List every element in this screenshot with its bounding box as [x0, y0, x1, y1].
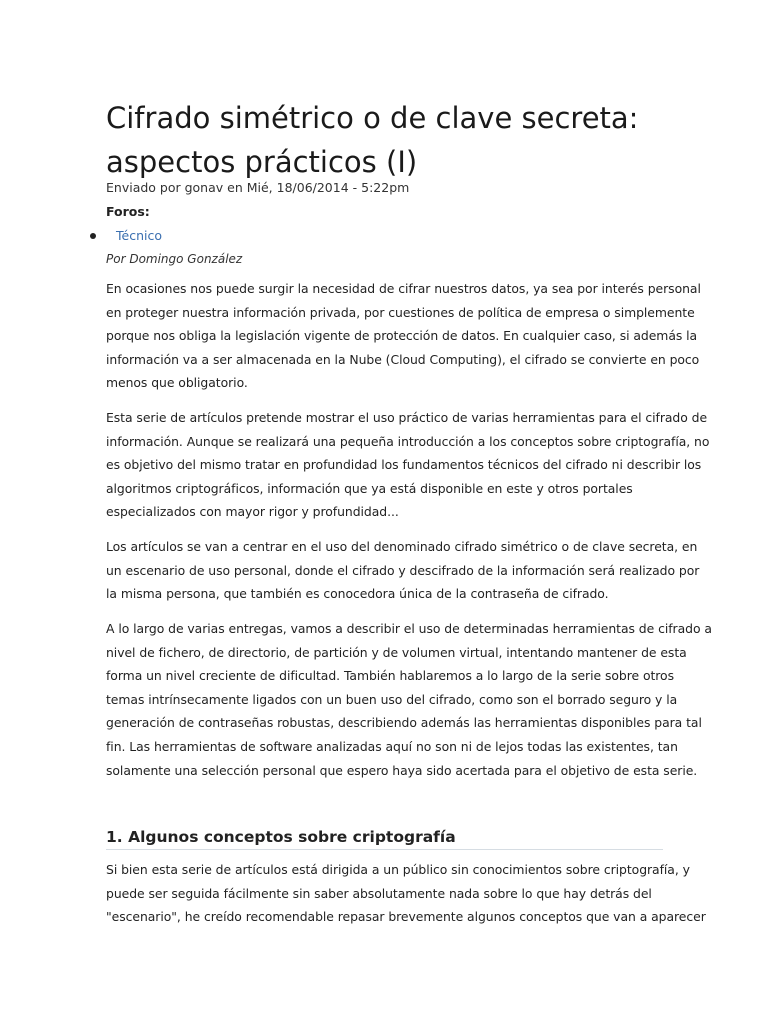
paragraph-line: un escenario de uso personal, donde el cifrado y descifrado de la información será realizado por: [106, 562, 700, 578]
paragraph-line: solamente una selección personal que espero haya sido acertada para el objetivo de esta serie.: [106, 762, 698, 778]
paragraph-line: información va a ser almacenada en la Nube (Cloud Computing), el cifrado se convierte en poco: [106, 351, 700, 367]
title-line-1: Cifrado simétrico o de clave secreta:: [106, 101, 639, 135]
section-paragraph: [106, 858, 706, 929]
section-heading: 1. Algunos conceptos sobre criptografía: [106, 826, 663, 850]
author-byline: Por Domingo González: [106, 252, 243, 266]
bullet-icon: [90, 233, 96, 239]
paragraph-line: Los artículos se van a centrar en el uso del denominado cifrado simétrico o de clave secreta, en: [106, 539, 698, 554]
paragraph-line: Si bien esta serie de artículos está dirigida a un público sin conocimientos sobre criptografía, y: [106, 862, 690, 877]
paragraph-line: especializados con mayor rigor y profundidad...: [106, 504, 399, 520]
paragraph-line: fin. Las herramientas de software analizadas aquí no son ni de lejos todas las existentes, tan: [106, 738, 678, 754]
paragraph-line: generación de contraseñas robustas, describiendo además las herramientas disponibles para tal: [106, 715, 702, 731]
paragraph-line: En ocasiones nos puede surgir la necesidad de cifrar nuestros datos, ya sea por interés personal: [106, 281, 701, 296]
paragraph-line: menos que obligatorio.: [106, 375, 248, 391]
body-paragraph-1: [106, 277, 701, 395]
paragraph-line: temas intrínsecamente ligados con un buen uso del cifrado, como son el borrado seguro y la: [106, 691, 678, 707]
title-line-2: aspectos prácticos (I): [106, 145, 418, 179]
paragraph-line: la misma persona, que también es conocedora única de la contraseña de cifrado.: [106, 586, 609, 602]
paragraph-line: es objetivo del mismo tratar en profundidad los fundamentos técnicos del cifrado ni describir los: [106, 457, 702, 473]
body-paragraph-2: [106, 406, 710, 524]
paragraph-line: "escenario", he creído recomendable repasar brevemente algunos conceptos que van a aparecer: [106, 909, 706, 925]
paragraph-line: algoritmos criptográficos, información que ya está disponible en este y otros portales: [106, 480, 633, 496]
paragraph-line: en proteger nuestra información privada, por cuestiones de política de empresa o simplemente: [106, 304, 695, 320]
submitted-meta: Enviado por gonav en Mié, 18/06/2014 - 5:22pm: [106, 180, 410, 195]
paragraph-line: forma un nivel creciente de dificultad. También hablaremos a lo largo de la serie sobre otros: [106, 668, 674, 684]
paragraph-line: nivel de fichero, de directorio, de partición y de volumen virtual, intentando mantener de esta: [106, 644, 687, 660]
page-title: [106, 96, 706, 184]
forum-link-tecnico[interactable]: Técnico: [116, 228, 162, 243]
paragraph-line: porque nos obliga la legislación vigente de protección de datos. En cualquier caso, si además la: [106, 328, 698, 344]
body-paragraph-3: [106, 535, 700, 606]
forums-label: Foros:: [106, 204, 150, 219]
paragraph-line: información. Aunque se realizará una pequeña introducción a los conceptos sobre criptografía, no: [106, 433, 710, 449]
paragraph-line: Esta serie de artículos pretende mostrar el uso práctico de varias herramientas para el cifrado de: [106, 410, 708, 425]
paragraph-line: A lo largo de varias entregas, vamos a describir el uso de determinadas herramientas de cifrado a: [106, 621, 712, 636]
body-paragraph-4: [106, 617, 712, 782]
forum-list-item: [90, 226, 162, 246]
paragraph-line: puede ser seguida fácilmente sin saber absolutamente nada sobre lo que hay detrás del: [106, 885, 652, 901]
